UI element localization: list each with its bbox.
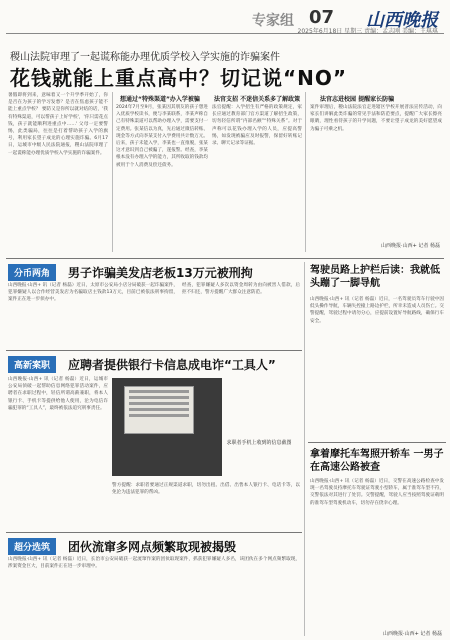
sidebar-divider [304,262,305,636]
column-divider [305,92,306,252]
sidebar-title-2: 拿着摩托车驾照开轿车 一男子在高速公路被查 [310,449,444,473]
section-name: 专家组 [252,13,294,29]
section-headline-2: 应聘者提供银行卡信息成电诈“工具人” [68,358,276,372]
section-rule [6,532,302,533]
section-tag-3: 超分选筑 [8,538,56,555]
sidebar-rule [308,442,446,443]
section-body-2: 山西晚报·山西+ 讯（记者 杨磊）近日，运城市公安局侦破一起帮助信息网络犯罪活动案件，应聘者在求职过程中，轻信所谓高薪兼职，将本人银行卡、手机卡等提供给他人使用，沦为电信诈骗犯罪的“工具人”，最终被依法追究刑事责任。 [8,377,108,411]
sidebar-body-2: 山西晚报·山西+ 讯（记者 杨磊）近日，交警在高速公路检查中发现一名驾驶员持摩托车驾驶证驾驶小型轿车，属于准驾车型不符，交警依法对其进行了处罚。交警提醒，驾驶人应当按照驾驶证载明的准驾车型驾驶机动车，切勿存在侥幸心理。 [310,479,444,506]
phone-screen-image [124,386,194,434]
section-headline-3: 团伙流窜多网点频繁取现被揭毁 [68,540,237,554]
lead-subhead-2: 想通过“特殊渠道”办入学被骗 [120,96,200,103]
lead-byline: 山西晚报·山西+ 记者 杨磊 [381,243,440,249]
date-line: 2025年6月18日 星期三 责编：孟志刚 美编：王琪琪 [297,28,438,35]
section-rule [6,350,302,351]
lead-subtitle: 稷山法院审理了一起谎称能办理优质学校入学实施的诈骗案件 [10,52,280,63]
lead-body-col4: 案件审理后，稷山法院法官走进辖区学校开展普法宣传活动，向家长们讲解此类诈骗的常见手法和防范要点，提醒广大家长擦亮眼睛，理性看待孩子的升学问题，不要让望子成龙的美好愿望成为骗子可乘之机。 [310,105,442,132]
lead-title: 花钱就能上重点高中？切记说“NO” [10,66,348,90]
section-body-1b: 经查，犯罪嫌疑人多次以资金周转为由向被害人借款，后拒不归还，警方提醒广大群众注意防范。 [182,283,300,296]
page-number: 07 [308,7,334,28]
photo-caption: 求职者手机上收到的信息截图 [226,440,292,446]
lead-body-col2: 2024年7月至9月，张某因其朋友的孩子想进入优质学校读书，便与李某联系，李某声称自己有特殊渠道可以帮助办理入学，需要支付一定费用。张某信以为真，先后通过微信转账、现金等方式向李某支付入学费用共计数万元。后来，孩子未能入学，李某也一直推脱，张某这才意识到自己被骗了，遂报警。经查，李某根本没有办理入学的能力，其所收取的钱款均被用于个人消费及偿还债务。 [116,105,208,168]
section-rule [6,258,444,259]
section-body-2b: 警方提醒：求职者要通过正规渠道求职，切勿出租、出借、出售本人银行卡、电话卡等，以免沦为违法犯罪的帮凶。 [112,483,300,496]
masthead [6,4,444,34]
lead-subhead-4: 法官志进校园 提醒家长防骗 [320,96,395,103]
phone-screenshot-photo [112,378,222,476]
section-body-1: 山西晚报·山西+ 讯（记者 杨磊）近日，太原市公安局小店分局破获一起诈骗案件，犯罪嫌疑人以合作经营美发店为名骗取店主钱款13万元，目前已被依法刑事拘留，案件正在进一步侦办中。 [8,283,178,303]
sidebar-title-1: 驾驶员路上护栏后读：我就低头蹦了一脚导航 [310,265,440,289]
section-tag-2: 高新案职 [8,356,56,373]
lead-body-col1: 暑假即将到来，意味着又一个升学季开始了，你是否在为孩子的学习发愁？是否在焦虑孩子能不能上重点学校？ 要防又是你所以就对结的话，'我有特殊渠道，可以帮孩子上好学校'，'你只需花点钱，孩子就能顺利进重点中……' 父母一定要警惕，此类骗局，往往是打着帮助孩子入学的旗号，利用家长望子成龙的心理实施诈骗。6月17日，运城市中级人民法院通报，稷山法院审理了一起谎称能办理优质学校入学实施的诈骗案件。 [8,93,108,156]
section-body-3: 山西晚报·山西+ 讯（记者 杨磊）近日，长治市公安局破获一起流窜作案的团伙取现案件，抓获犯罪嫌疑人多名，该团伙在多个网点频繁取现，涉案资金巨大，目前案件正在进一步审理中。 [8,557,300,570]
section-tag-1: 分币两角 [8,264,56,281]
section-headline-1: 男子诈骗美发店老板13万元被刑拘 [68,266,253,280]
sidebar-body-1: 山西晚报·山西+ 讯（记者 杨磊）近日，一名驾驶员驾车行驶中因低头操作导航，车辆失控撞上路边护栏，所幸未造成人员伤亡。交警提醒，驾驶过程中请勿分心，应提前设置好导航路线，确保行车安全。 [310,297,444,324]
lead-body-col3: 法官提醒：入学招生有严格的政策规定，家长应通过教育部门官方渠道了解招生政策，切勿轻信所谓“内部名额”“特殊关系”。对于声称可以花钱办理入学的人员，应提高警惕，如发现被骗应及时报警，保留好转账记录、聊天记录等证据。 [212,105,302,147]
sidebar-byline: 山西晚报·山西+ 记者 杨磊 [383,631,442,637]
paper-logo: 山西晚报 [366,10,438,31]
lead-subhead-3: 法官支招 不迷信关系多了解政策 [214,96,301,103]
column-divider [112,92,113,252]
